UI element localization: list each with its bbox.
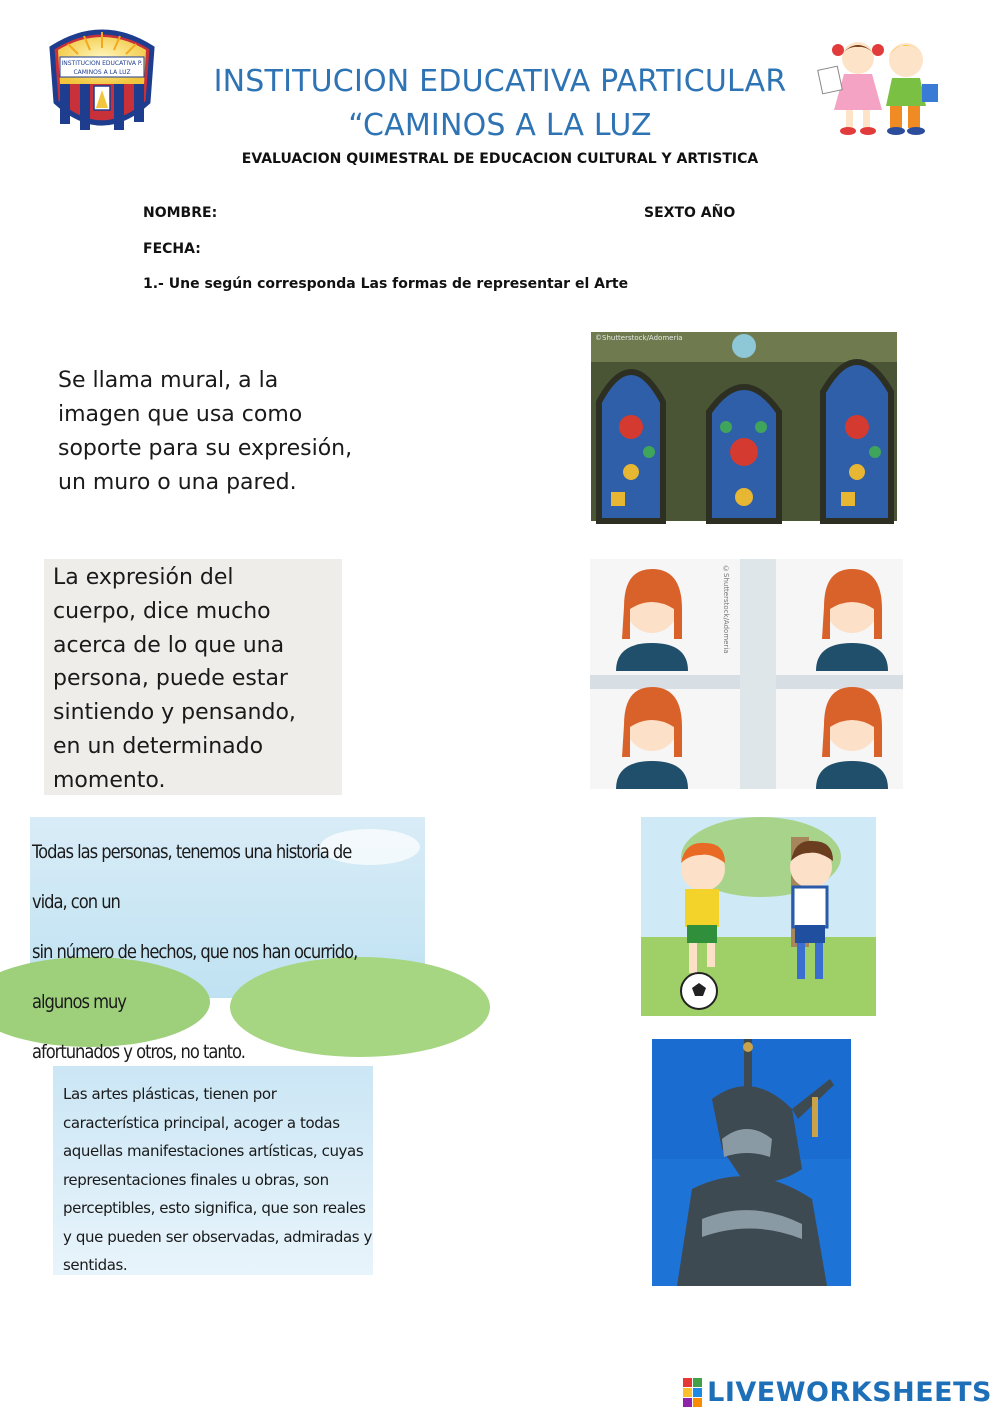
card-life-story[interactable]: [30, 817, 425, 1063]
liveworksheets-brand: LIVEWORKSHEETS: [707, 1377, 992, 1408]
faces-watermark: ©Shutterstock/Adomeria: [722, 565, 730, 654]
stained-glass-watermark: ©Shutterstock/Adomeria: [595, 334, 683, 342]
date-label: FECHA:: [143, 241, 201, 257]
logo-text-2: CAMINOS A LA LUZ: [73, 69, 131, 76]
logo-text-1: INSTITUCION EDUCATIVA P.: [61, 60, 143, 67]
grade-label: SEXTO AÑO: [644, 205, 736, 221]
card-body-expression-text: La expresión del cuerpo, dice mucho acerca de lo que una persona, puede estar sintiendo y pensando, en un determinado momento.: [53, 565, 296, 793]
name-label: NOMBRE:: [143, 205, 218, 221]
statue-image[interactable]: [652, 1039, 851, 1286]
card-plastic-arts[interactable]: [53, 1066, 373, 1275]
liveworksheets-logo: [683, 1377, 992, 1408]
school-name: INSTITUCION EDUCATIVA PARTICULAR: [213, 64, 787, 99]
instruction: 1.- Une según corresponda Las formas de representar el Arte: [143, 276, 629, 292]
card-life-story-text: Todas las personas, tenemos una historia de vida, con un sin número de hechos, que nos han ocurrido, algunos muy afortunados y otros, no tanto.: [32, 841, 358, 1063]
liveworksheets-icon: [683, 1378, 702, 1407]
stained-glass-image[interactable]: [591, 332, 897, 521]
kids-illustration: [818, 34, 946, 138]
card-body-expression[interactable]: [44, 559, 342, 795]
school-name-line2: “CAMINOS A LA LUZ: [348, 108, 652, 143]
card-plastic-arts-text: Las artes plásticas, tienen por característica principal, acoger a todas aquellas manifestaciones artísticas, cuyas representaciones finales u obras, son perceptibles, esto significa, que son reales y que pueden ser observadas, admiradas y sentidas.: [63, 1085, 372, 1274]
card-mural-text[interactable]: Se llama mural, a la imagen que usa como soporte para su expresión, un muro o una pared.: [58, 368, 353, 495]
exam-title: EVALUACION QUIMESTRAL DE EDUCACION CULTURAL Y ARTISTICA: [241, 151, 759, 167]
faces-image[interactable]: [590, 559, 903, 789]
football-image[interactable]: [641, 817, 876, 1016]
